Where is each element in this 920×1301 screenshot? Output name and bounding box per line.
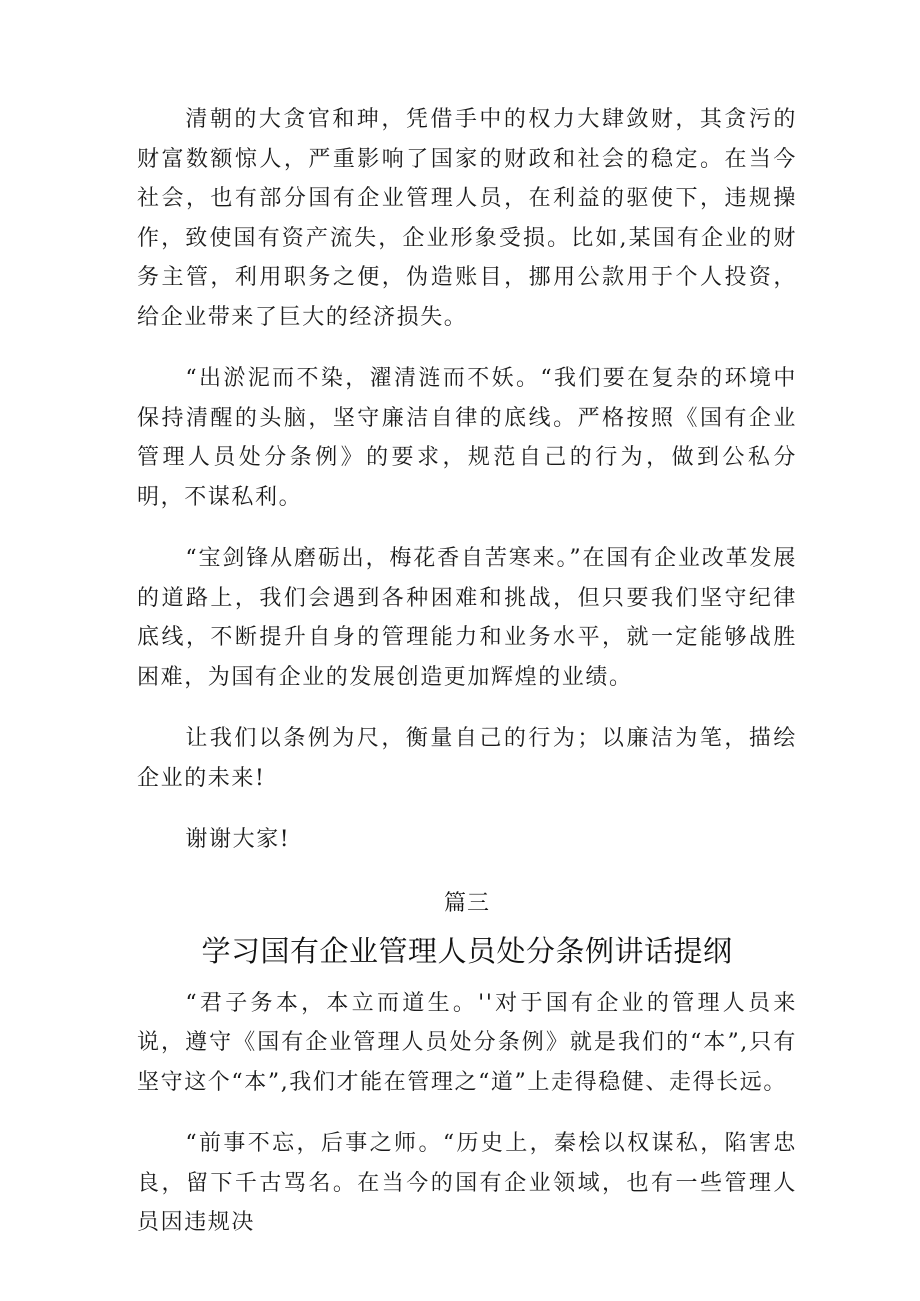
- document-page: [137, 100, 797, 1265]
- paragraph-thanks: 谢谢大家!: [185, 827, 291, 852]
- paragraph-lotus-quote: “出淤泥而不染，濯清涟而不妖。“我们要在复杂的环境中保持清醒的头脑，坚守廉洁自律的底线。严格按照《国有企业管理人员处分条例》的要求，规范自己的行为，做到公私分明，不谋私利。: [137, 366, 797, 510]
- paragraph-sword-quote: “宝剑锋从磨砺出，梅花香自苦寒来。”在国有企业改革发展的道路上，我们会遇到各种困难和挑战，但只要我们坚守纪律底线，不断提升自身的管理能力和业务水平，就一定能够战胜困难，为国有企业的发展创造更加辉煌的业绩。: [137, 546, 797, 690]
- paragraph-history-lesson: “前事不忘，后事之师。“历史上，秦桧以权谋私，陷害忠良，留下千古骂名。在当今的国有企业领域，也有一些管理人员因违规决: [137, 1131, 797, 1235]
- section-label: 篇三: [443, 890, 490, 916]
- section-title: 学习国有企业管理人员处分条例讲话提纲: [201, 933, 733, 968]
- paragraph-junzi-quote: “君子务本，本立而道生。''对于国有企业的管理人员来说，遵守《国有企业管理人员处分条例》就是我们的“本”,只有坚守这个“本”,我们才能在管理之“道”上走得稳健、走得长远。: [137, 990, 797, 1095]
- paragraph-closing: 让我们以条例为尺，衡量自己的行为；以廉洁为笔，描绘企业的未来!: [137, 726, 797, 791]
- paragraph-heshen: 清朝的大贪官和珅，凭借手中的权力大肆敛财，其贪污的财富数额惊人，严重影响了国家的财政和社会的稳定。在当今社会，也有部分国有企业管理人员，在利益的驱使下，违规操作，致使国有资产流失，企业形象受损。比如,某国有企业的财务主管，利用职务之便，伪造账目，挪用公款用于个人投资，给企业带来了巨大的经济损失。: [137, 107, 797, 330]
